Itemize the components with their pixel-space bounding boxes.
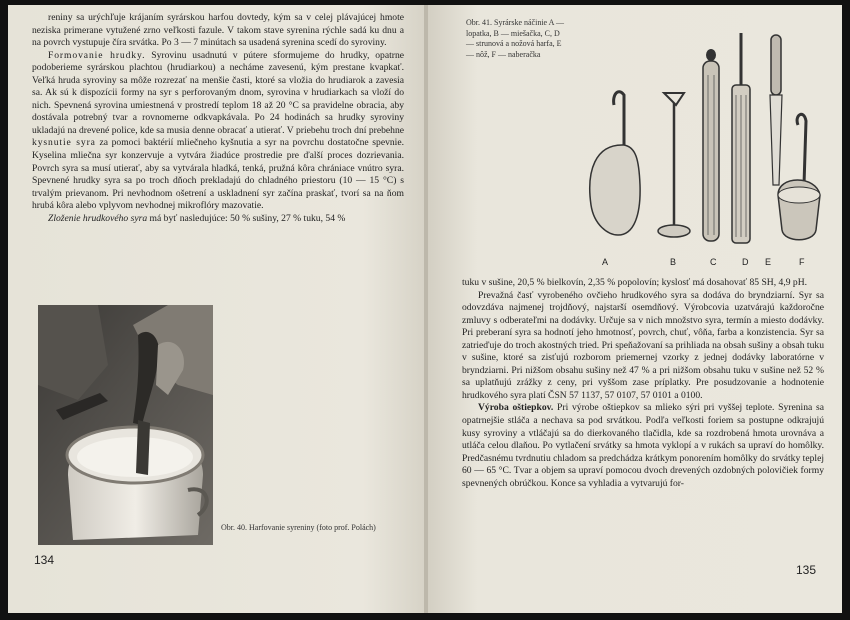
book-spread xyxy=(8,5,842,613)
label-tool-b: B xyxy=(670,257,677,267)
paragraph-intro: reniny sa urýchľuje krájaním syrárskou harfou dovtedy, kým sa v celej plávajúcej hmote neziska primerane vytužené zrno veľkosti fazule. V takom stave syrenina rýchle sadá ku dnu a na povrch vystupuje číra srvátka. Po 3 — 7 minútach sa usadená syrenina scedí do syroviny. xyxy=(32,12,404,49)
paragraph-tuku: tuku v sušine, 20,5 % bielkovín, 2,35 % popolovín; kyslosť má dosahovať 85 SH, 4,9 pH. xyxy=(462,277,808,288)
tool-a-lopatka xyxy=(590,92,640,235)
paragraph-formovanie-body: Syrovinu usadnutú v pútere sformujeme do hrudky, opatrne podoberieme syrárskou plachtou (hrudiarkou) a necháme zavesenú, kým prestane kvapkať. Veľká hruda syroviny sa môže rozrezať na menšie časti, ktoré sa vložia do hrudiarok a zavesia sa. Ak sú k dispozícii formy na syr s perforovaným dnom, syrovina v hrudiarkach sa vloží do nich. Spevnená syrovina umiestnená v prostredí teplom 18 až 20 °C sa pravidelne obracia, aby dostávala potrebný tvar a rovnomerne odkvapkávala. Po 24 hodinách sa hrudky syroviny ukladajú na drevené police, kde sa musia denne obracať a utierať. V priebehu troch dní prebehne xyxy=(32,49,404,136)
left-page xyxy=(8,5,426,613)
tool-d-nozova-harfa xyxy=(732,33,750,243)
figure-caption-nacinie: Obr. 41. Syrárske náčinie A — lopatka, B — miešačka, C, D — strunová a nožová harfa, E — nôž, F — naberačka xyxy=(466,18,564,59)
paragraph-formovanie xyxy=(32,50,404,213)
label-tool-f: F xyxy=(799,257,805,267)
paragraph-zlozenie xyxy=(32,213,404,226)
left-page-text xyxy=(32,12,404,225)
paragraph-bryndziarne: Prevažná časť vyrobeného ovčieho hrudkového syra sa dodáva do bryndziarní. Syr sa odovzdáva najmenej trojdňový, najstarší osemdňový. Výrobcovia uzatvárajú každoročne zmluvy s odberateľmi na dodávky. Určuje sa v nich množstvo syra, termín a miesto dodávky. Pri preberaní syra sa hodnotí jeho hmotnosť, povrch, chuť, vôňa, farba a konzistencia. Syr sa zatrieďuje do troch akostných tried. Pri speňažovaní sa prihliada na obsah sušiny a obsah tuku v sušine, ktoré sa zisťujú rozborom priemernej vzorky z jednej dodávky laboratórne v bryndziarni. Pri nižšom obsahu sušiny než 47 % a pri nižšom obsahu tuku v sušine než 52 % sa uplatňujú zrážky z ceny, pri vyššom zase príplatky. Pre posudzovanie a hodnotenie hrudkového syra platí ČSN 57 1137, 57 0107, 57 0101 a 0100. xyxy=(462,289,824,401)
right-page-text xyxy=(462,277,824,490)
label-tool-d: D xyxy=(742,257,749,267)
term-kysnutie-syra: kysnutie syra xyxy=(32,137,96,149)
tool-e-noz xyxy=(770,35,782,185)
tool-f-naberacka xyxy=(778,114,820,239)
heading-vyroba-ostiepkov: Výroba oštiepkov. xyxy=(478,402,554,414)
paragraph-ostiepky-body: Pri výrobe oštiepkov sa mlieko sýri pri vyššej teplote. Syrenina sa opatrnejšie stláča a nechava sa pod srvátkou. Podľa veľkosti foriem sa postupne odkrajujú kusy syroviny a vtláčajú sa do dierkovaného tlačidla, kde sa rozdrobená hmota urovnáva a utláča celou dlaňou. Po vytlačení srvátky sa hmota vyklopí a v rukách sa upraví do homôlky. Predčasnému tvrdnutiu chladom sa predchádza krátkym ponorením homôlky do srvátky teplej 60 — 65 °C. Tvar a objem sa upraví pomocou dvoch drevených ozdobných polovičiek formy spevnených obrúčkou. Konce sa vyhladia a vytvarujú for- xyxy=(462,402,825,489)
page-number-left: 134 xyxy=(34,553,55,567)
page-number-right: 135 xyxy=(796,563,817,577)
paragraph-ostiepky xyxy=(462,402,824,490)
italic-lead-zlozenie: Zloženie hrudkového syra xyxy=(48,212,148,224)
photo-caption: Obr. 40. Harfovanie syreniny (foto prof. Polách) xyxy=(221,523,376,532)
right-page xyxy=(428,5,842,613)
tool-c-strunova-harfa xyxy=(703,49,719,241)
tool-b-miesacka xyxy=(658,93,690,237)
label-tool-c: C xyxy=(710,257,717,267)
photo-harfovanie-syreniny xyxy=(38,305,213,545)
label-tool-e: E xyxy=(765,257,772,267)
label-tool-a: A xyxy=(602,257,609,267)
paragraph-kysnutie-body: za pomoci baktérií mliečneho kyšnutia a syr na povrchu dostatočne spevnie. Kyselina mliečna syr konzervuje a vytvára žiadúce prostredie pre ďalší proces dozrievania. Povrch syra sa musí utierať, aby sa vytvárala hladká, tenká, pružná kôra chrániace vnútro syra. Spevnené hrudky syra sa po troch dňoch prekladajú do chladného priestoru (10 — 15 °C) s trvalým prievanom. Pri nevhodnom ošetrení a uskladnení syr začína praskať, tvorí sa na ňom hrubá kôra alebo vplyvom nevhodnej mikroflóry mazovatie. xyxy=(32,137,405,212)
heading-formovanie-hrudky: Formovanie hrudky. xyxy=(48,49,146,61)
paragraph-zlozenie-body: má byť nasledujúce: 50 % sušiny, 27 % tuku, 54 % xyxy=(147,212,346,224)
figure-syrarske-nacinie xyxy=(566,25,826,270)
